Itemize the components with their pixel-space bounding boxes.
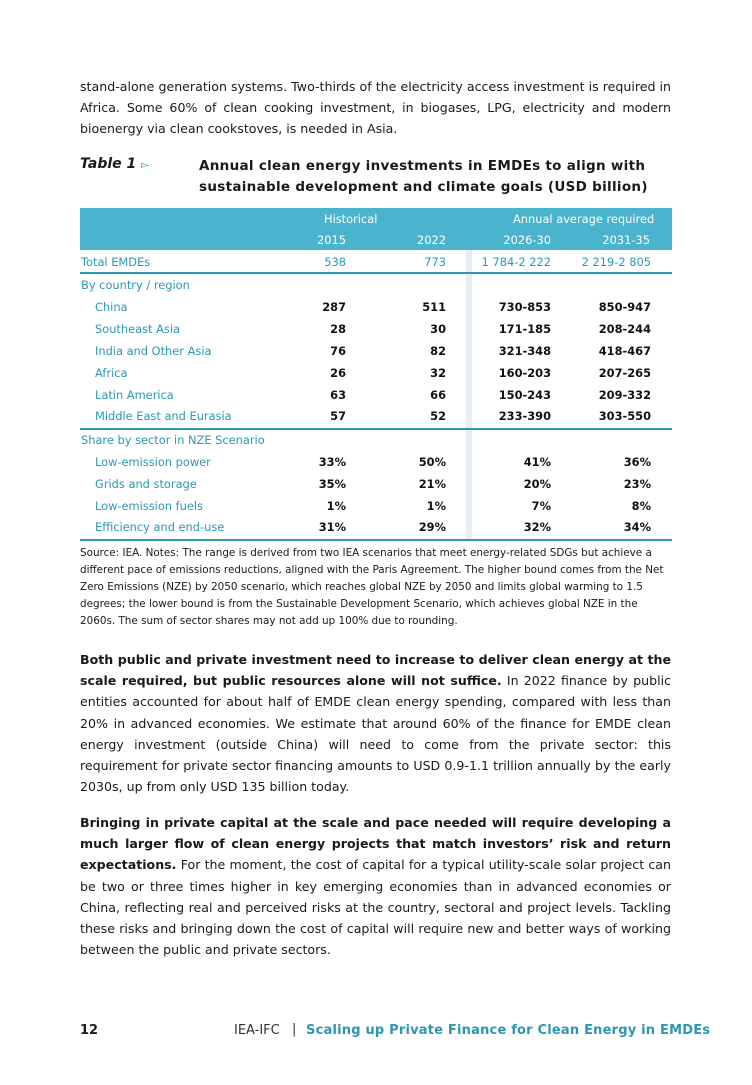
region-row-value: 233-390 [498,409,551,423]
region-row-label: India and Other Asia [95,344,212,358]
region-row-value: 82 [430,344,446,358]
region-row-value: 26 [330,366,346,380]
rule-table-bottom [80,539,672,541]
sector-row-label: Grids and storage [95,477,197,491]
region-row-label: Middle East and Eurasia [95,409,232,423]
region-row-value: 287 [322,300,346,314]
footer-separator: | [292,1022,297,1037]
private-capital-text: For the moment, the cost of capital for a typical utility-scale solar project can be two or three times higher in key emerging economies than in advanced economies or China, reflecting real and perceived risks at the country, sectoral and project levels. Tackling these risks and bringing down the cost of capital will require new and better ways of working between the public and private sectors. [80,857,671,958]
rule-after-total [80,272,672,274]
section-by-region: By country / region [81,278,190,292]
region-row-value: 208-244 [598,322,651,336]
sector-row-value: 21% [418,477,446,491]
total-row-label: Total EMDEs [81,255,151,269]
total-row-value: 538 [324,255,346,269]
region-row-value: 418-467 [598,344,651,358]
region-row-value: 207-265 [598,366,651,380]
footer-title: Scaling up Private Finance for Clean Energy in EMDEs [306,1023,711,1038]
sector-row-label: Low-emission power [95,455,211,469]
region-row-label: Latin America [95,388,174,402]
section-by-sector: Share by sector in NZE Scenario [81,433,265,447]
intro-paragraph: stand-alone generation systems. Two-thirds of the electricity access investment is required in Africa. Some 60% of clean cooking investment, in biogases, LPG, electricity and modern bioenergy via clean cookstoves, is needed in Asia. [80,79,671,137]
sector-row-value: 23% [623,477,651,491]
sector-row-value: 1% [426,499,446,513]
region-row-value: 32 [430,366,446,380]
region-row-value: 28 [330,322,346,336]
total-row-value: 773 [424,255,446,269]
page-number: 12 [80,1023,99,1038]
region-row-value: 160-203 [498,366,551,380]
sector-row-value: 31% [318,520,346,534]
public-private-text: In 2022 finance by public entities accounted for about half of EMDE clean energy spending, compared with less than 20% in advanced economies. We estimate that around 60% of the finance for EMDE clean energy investment (outside China) will need to come from the private sector: this requirement for private sector financing amounts to USD 0.9-1.1 trillion annually by the early 2030s, up from only USD 135 billion today. [80,673,671,795]
table-label: Table 1 [80,156,137,172]
sector-row-value: 34% [623,520,651,534]
public-private-bold: Both public and private investment need to increase to deliver clean energy at the scale required, but public resources alone will not suffice. [80,652,671,689]
region-row-value: 76 [330,344,346,358]
sector-row-value: 36% [623,455,651,469]
table-header [80,208,672,250]
sector-row-value: 7% [531,499,551,513]
region-row-value: 209-332 [598,388,651,402]
header-year-2022: 2022 [417,233,446,247]
sector-row-value: 8% [631,499,651,513]
header-year-2031-35: 2031-35 [602,233,650,247]
total-row-value: 2 219-2 805 [581,255,651,269]
sector-row-value: 33% [318,455,346,469]
region-row-value: 303-550 [598,409,651,423]
header-historical: Historical [324,212,378,226]
rule-after-regions [80,428,672,430]
region-row-label: Africa [95,366,128,380]
region-row-label: China [95,300,128,314]
region-row-value: 66 [430,388,446,402]
region-row-value: 150-243 [498,388,551,402]
private-capital-bold: Bringing in private capital at the scale and pace needed will require developing a much larger flow of clean energy projects that match investors’ risk and return expectations. [80,815,671,873]
region-row-value: 321-348 [498,344,551,358]
footer-org: IEA-IFC [234,1023,280,1038]
region-row-value: 171-185 [498,322,551,336]
public-private-paragraph [80,649,671,797]
sector-row-label: Low-emission fuels [95,499,203,513]
region-row-value: 63 [330,388,346,402]
header-year-2015: 2015 [317,233,346,247]
region-row-value: 52 [430,409,446,423]
sector-row-value: 35% [318,477,346,491]
region-row-value: 730-853 [498,300,551,314]
region-row-value: 511 [422,300,446,314]
table-caption: Annual clean energy investments in EMDEs to align with sustainable development and climate goals (USD billion) [199,158,648,195]
region-row-value: 850-947 [598,300,651,314]
region-row-value: 30 [430,322,446,336]
total-row-value: 1 784-2 222 [481,255,551,269]
region-row-label: Southeast Asia [95,322,180,336]
sector-row-value: 29% [418,520,446,534]
sector-row-value: 20% [523,477,551,491]
header-annual-required: Annual average required [513,212,655,226]
sector-row-value: 41% [523,455,551,469]
header-year-2026-30: 2026-30 [503,233,551,247]
sector-row-value: 1% [326,499,346,513]
triangle-arrow-icon: ▻ [141,160,149,171]
private-capital-paragraph [80,812,671,960]
region-row-value: 57 [330,409,346,423]
sector-row-label: Efficiency and end-use [95,520,225,534]
sector-row-value: 50% [418,455,446,469]
sector-row-value: 32% [523,520,551,534]
source-note: Source: IEA. Notes: The range is derived from two IEA scenarios that meet energy-related SDGs but achieve a different pace of emissions reductions, aligned with the Paris Agreement. The higher bound comes from the Net Zero Emissions (NZE) by 2050 scenario, which reaches global NZE by 2050 and limits global warming to 1.5 degrees; the lower bound is from the Sustainable Development Scenario, which achieves global NZE in the 2060s. The sum of sector shares may not add up 100% due to rounding. [80,547,664,627]
